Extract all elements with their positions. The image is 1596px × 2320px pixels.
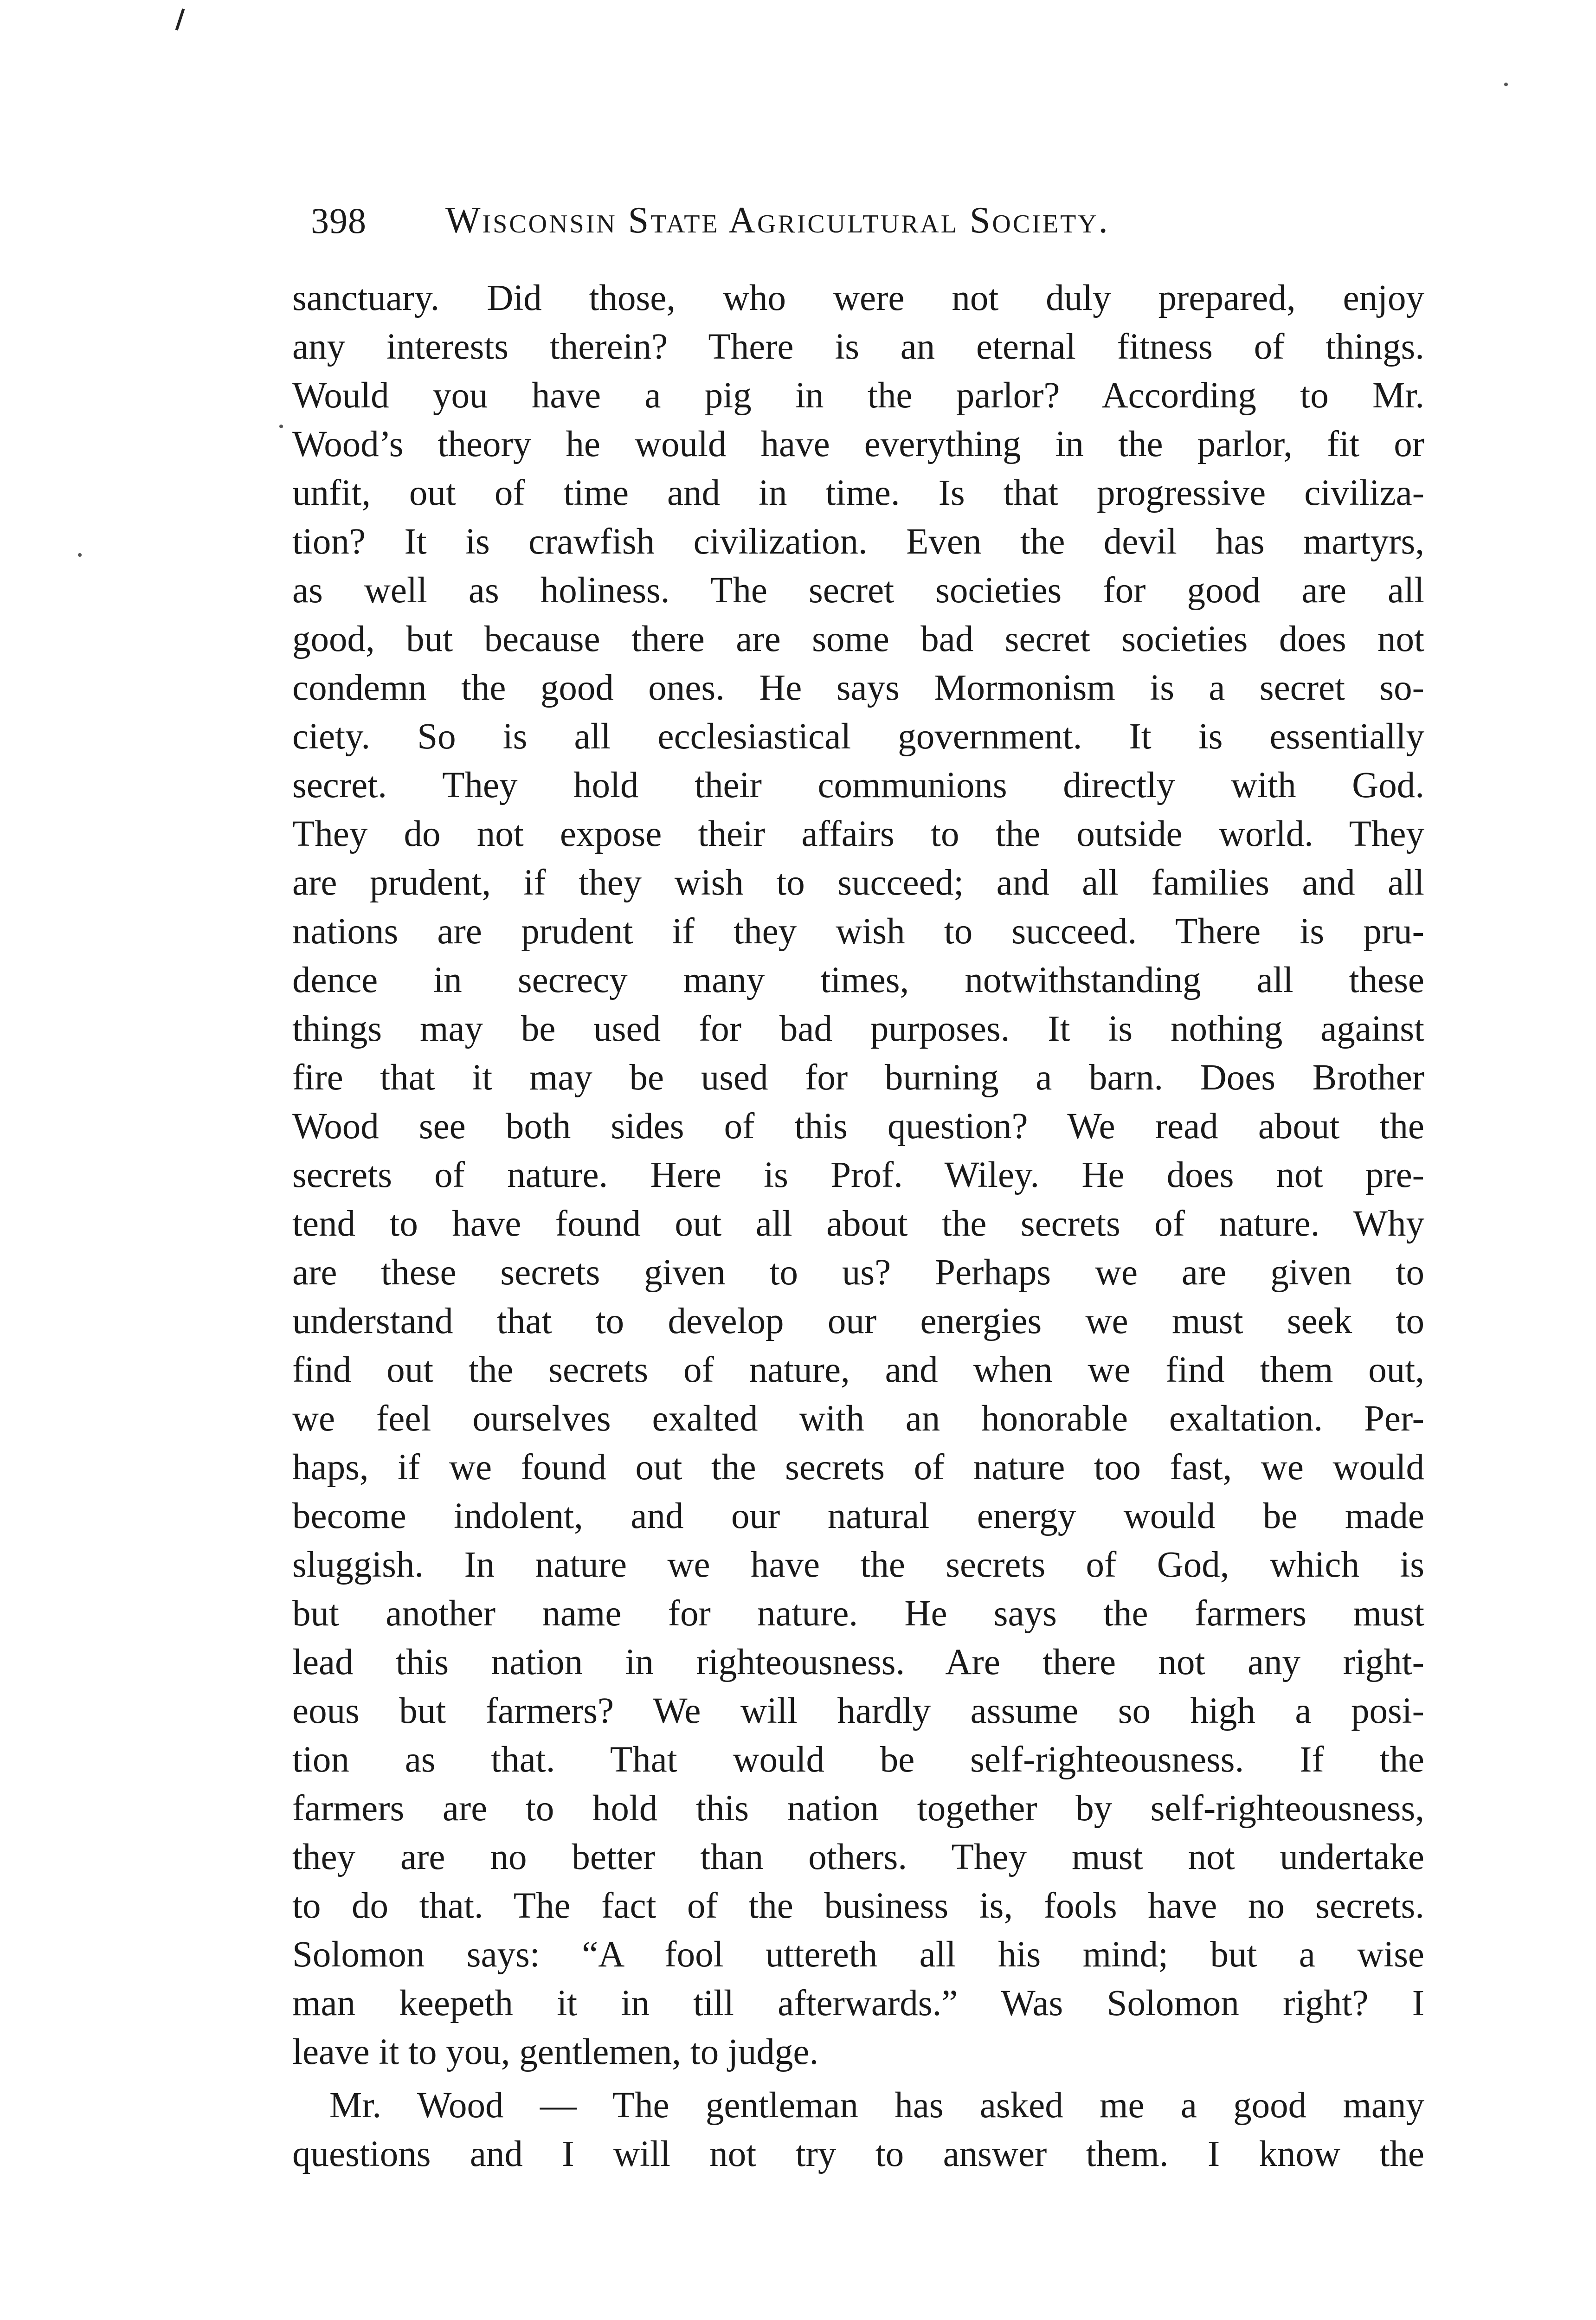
text-line: leave it to you, gentlemen, to judge.	[292, 2032, 819, 2072]
text-line: tion as that. That would be self-righteousness. If the	[292, 1740, 1424, 1780]
page-number: 398	[311, 200, 367, 241]
text-line: secret. They hold their communions directly with God.	[292, 765, 1424, 806]
text-line: ciety. So is all ecclesiastical government. It is essentially	[292, 716, 1424, 757]
text-line: are these secrets given to us? Perhaps we are given to	[292, 1252, 1424, 1293]
page-header	[311, 183, 1424, 239]
paragraph-2	[292, 2081, 1424, 2178]
text-line: lead this nation in righteousness. Are there not any right-	[292, 1642, 1424, 1682]
text-line: they are no better than others. They must not undertake	[292, 1837, 1424, 1877]
text-line: as well as holiness. The secret societies for good are all	[292, 570, 1424, 611]
running-head: Wisconsin State Agricultural Society.	[445, 200, 1110, 241]
text-line: things may be used for bad purposes. It is nothing against	[292, 1009, 1424, 1049]
text-line: sluggish. In nature we have the secrets of God, which is	[292, 1545, 1424, 1585]
speck-mark	[279, 425, 283, 428]
speck-mark	[1504, 83, 1508, 86]
text-line: unfit, out of time and in time. Is that progressive civiliza-	[292, 473, 1424, 513]
text-line: understand that to develop our energies we must seek to	[292, 1301, 1424, 1341]
speck-mark	[78, 553, 82, 557]
text-line: Solomon says: “A fool uttereth all his mind; but a wise	[292, 1934, 1424, 1975]
text-line: Wood’s theory he would have everything in the parlor, fit or	[292, 424, 1424, 464]
text-line: any interests therein? There is an eternal fitness of things.	[292, 327, 1424, 367]
text-line: condemn the good ones. He says Mormonism is a secret so-	[292, 668, 1424, 708]
stray-pen-mark	[175, 8, 185, 31]
text-line: farmers are to hold this nation together by self-righteousness,	[292, 1788, 1424, 1829]
text-line: sanctuary. Did those, who were not duly prepared, enjoy	[292, 278, 1424, 318]
text-line: dence in secrecy many times, notwithstanding all these	[292, 960, 1424, 1000]
text-line: become indolent, and our natural energy would be made	[292, 1496, 1424, 1536]
text-line: good, but because there are some bad secret societies does not	[292, 619, 1424, 659]
text-line: tion? It is crawfish civilization. Even the devil has martyrs,	[292, 522, 1424, 562]
text-line: They do not expose their affairs to the outside world. They	[292, 814, 1424, 854]
text-line: Wood see both sides of this question? We read about the	[292, 1106, 1424, 1147]
text-line: nations are prudent if they wish to succeed. There is pru-	[292, 911, 1424, 952]
text-line: secrets of nature. Here is Prof. Wiley. He does not pre-	[292, 1155, 1424, 1195]
text-line: Mr. Wood — The gentleman has asked me a good many	[329, 2085, 1424, 2126]
text-line: man keepeth it in till afterwards.” Was Solomon right? I	[292, 1983, 1424, 2024]
text-line: find out the secrets of nature, and when we find them out,	[292, 1350, 1424, 1390]
text-line: questions and I will not try to answer them. I know the	[292, 2134, 1424, 2174]
text-line: Would you have a pig in the parlor? According to Mr.	[292, 375, 1424, 416]
text-line: we feel ourselves exalted with an honorable exaltation. Per-	[292, 1398, 1424, 1439]
text-line: but another name for nature. He says the farmers must	[292, 1593, 1424, 1634]
text-line: to do that. The fact of the business is, fools have no secrets.	[292, 1886, 1424, 1926]
text-line: are prudent, if they wish to succeed; and all families and all	[292, 863, 1424, 903]
text-line: fire that it may be used for burning a barn. Does Brother	[292, 1057, 1424, 1098]
text-line: eous but farmers? We will hardly assume so high a posi-	[292, 1691, 1424, 1731]
text-line: tend to have found out all about the secrets of nature. Why	[292, 1204, 1424, 1244]
body-text	[292, 274, 1424, 2178]
text-line: haps, if we found out the secrets of nature too fast, we would	[292, 1447, 1424, 1488]
paragraph-1	[292, 274, 1424, 2076]
paragraph-gap	[292, 2076, 1424, 2081]
